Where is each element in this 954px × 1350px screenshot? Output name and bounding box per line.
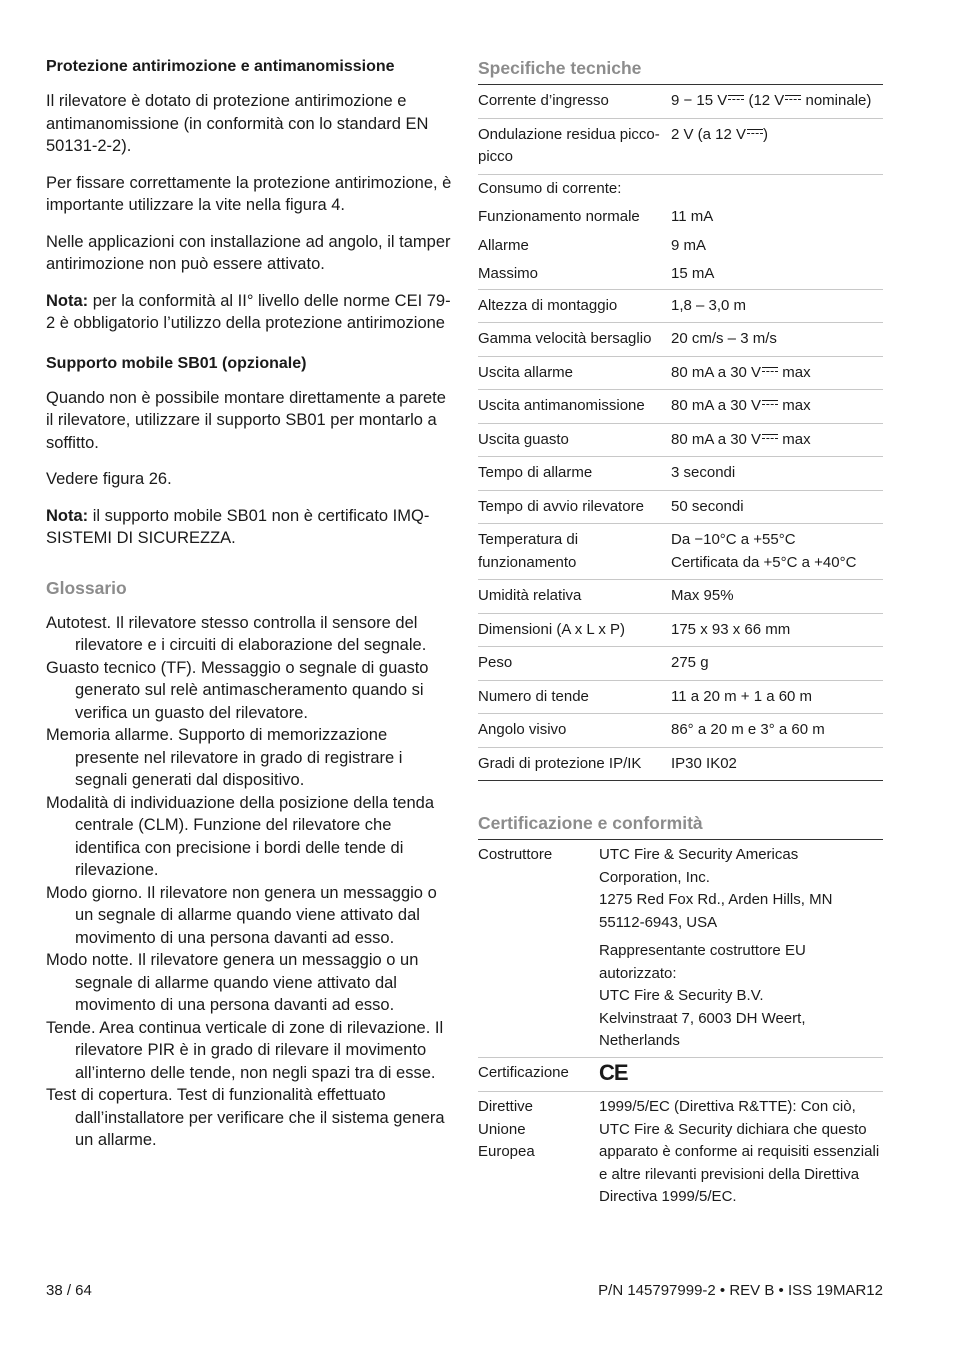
table-row	[478, 840, 883, 1058]
dc-symbol-icon	[747, 129, 763, 138]
protection-paragraph-2: Per fissare correttamente la protezione antirimozione, è importante utilizzare la vite nella figura 4.	[46, 173, 452, 214]
right-column	[478, 56, 883, 1213]
spec-value: Da −10°C a +55°C Certificata da +5°C a +40°C	[671, 524, 883, 580]
table-row	[478, 457, 883, 491]
dc-symbol-icon	[762, 434, 778, 443]
table-row	[478, 580, 883, 614]
spec-value: 11 a 20 m + 1 a 60 m	[671, 680, 883, 714]
spec-value: 9 mA	[671, 236, 707, 254]
glossary-item: Tende. Area continua verticale di zone di rilevazione. Il rilevatore PIR è in grado di rilevare il movimento all’interno delle tende, non negli spazi tra di esse.	[46, 1018, 444, 1082]
ce-mark-icon: CE	[599, 1059, 628, 1085]
spec-value: Max 95%	[671, 580, 883, 614]
spec-label: Tempo di avvio rilevatore	[478, 490, 671, 524]
dc-symbol-icon	[728, 95, 744, 104]
spec-label: Corrente d’ingresso	[478, 85, 671, 119]
spec-label: Dimensioni (A x L x P)	[478, 613, 671, 647]
note-label: Nota:	[46, 506, 89, 525]
spec-label: Gradi di protezione IP/IK	[478, 747, 671, 781]
dc-symbol-icon	[762, 367, 778, 376]
table-row	[478, 423, 883, 457]
cert-heading: Certificazione e conformità	[478, 813, 703, 833]
cert-value	[599, 1057, 883, 1092]
spec-value: 275 g	[671, 647, 883, 681]
table-row	[478, 232, 883, 261]
spec-label: Uscita guasto	[478, 423, 671, 457]
note-text: il supporto mobile SB01 non è certificato IMQ-SISTEMI DI SICUREZZA.	[46, 506, 430, 547]
spec-label: Uscita allarme	[478, 356, 671, 390]
spec-label: Gamma velocità bersaglio	[478, 323, 671, 357]
spec-label: Consumo di corrente:	[478, 179, 622, 197]
document-id: P/N 145797999-2 • REV B • ISS 19MAR12	[598, 1282, 883, 1299]
table-row	[478, 613, 883, 647]
spec-label: Massimo	[478, 260, 671, 289]
table-row	[478, 747, 883, 781]
cert-value	[599, 840, 883, 1058]
spec-value: 86° a 20 m e 3° a 60 m	[671, 714, 883, 748]
table-row	[478, 524, 883, 580]
spec-value: 1,8 – 3,0 m	[671, 289, 883, 323]
dc-symbol-icon	[785, 95, 801, 104]
glossary-item: Autotest. Il rilevatore stesso controlla il sensore del rilevatore e i circuiti di elaborazione del segnale.	[46, 613, 427, 654]
eu-representative: Rappresentante costruttore EU autorizzato: UTC Fire & Security B.V. Kelvinstraat 7, 6003 DH Weert, Netherlands	[599, 942, 806, 1049]
protection-paragraph-3: Nelle applicazioni con installazione ad angolo, il tamper antirimozione non può essere attivato.	[46, 232, 451, 273]
spec-value: 9 − 15 V (12 V nominale)	[671, 85, 883, 119]
spec-label: Peso	[478, 647, 671, 681]
spec-label: Temperatura di funzionamento	[478, 524, 671, 580]
spec-label: Umidità relativa	[478, 580, 671, 614]
table-row	[478, 174, 883, 203]
table-row	[478, 490, 883, 524]
spec-label: Ondulazione residua picco-picco	[478, 118, 671, 174]
spec-label: Allarme	[478, 236, 529, 254]
table-row	[478, 356, 883, 390]
spec-label: Altezza di montaggio	[478, 289, 671, 323]
protection-note	[46, 290, 452, 335]
dc-symbol-icon	[762, 400, 778, 409]
specs-heading: Specifiche tecniche	[478, 58, 642, 78]
glossary-item: Test di copertura. Test di funzionalità effettuato dall’installatore per verificare che il sistema genera un allarme.	[46, 1086, 445, 1149]
glossary-item: Modo giorno. Il rilevatore non genera un messaggio o un segnale di allarme quando viene attivato dal movimento di una persona davanti ad esso.	[46, 883, 437, 947]
table-row	[478, 1057, 883, 1092]
spec-value: 15 mA	[671, 260, 883, 289]
bracket-note	[46, 505, 452, 550]
note-text: per la conformità al II° livello delle norme CEI 79-2 è obbligatorio l’utilizzo della protezione antirimozione	[46, 291, 451, 332]
spec-label: Numero di tende	[478, 680, 671, 714]
spec-value: 2 V (a 12 V )	[671, 118, 883, 174]
spec-label: Funzionamento normale	[478, 208, 640, 225]
glossary-list	[46, 612, 452, 1152]
table-row	[478, 118, 883, 174]
bracket-paragraph-1: Quando non è possibile montare direttamente a parete il rilevatore, utilizzare il supporto SB01 per montarlo a soffitto.	[46, 388, 446, 452]
spec-label: Uscita antimanomissione	[478, 390, 671, 424]
protection-paragraph-1: Il rilevatore è dotato di protezione antirimozione e antimanomissione (in conformità con lo standard EN 50131-2-2).	[46, 92, 429, 155]
table-row	[478, 85, 883, 119]
spec-value: 80 mA a 30 V max	[671, 423, 883, 457]
table-row	[478, 1092, 883, 1213]
spec-value: 20 cm/s – 3 m/s	[671, 323, 883, 357]
table-row	[478, 323, 883, 357]
specs-table	[478, 84, 883, 781]
cert-label: Costruttore	[478, 840, 599, 1058]
table-row	[478, 390, 883, 424]
table-row	[478, 647, 883, 681]
manufacturer-address: UTC Fire & Security Americas Corporation, Inc. 1275 Red Fox Rd., Arden Hills, MN 55112-6943, USA	[599, 846, 833, 931]
bracket-heading: Supporto mobile SB01 (opzionale)	[46, 354, 307, 372]
glossary-item: Modalità di individuazione della posizione della tenda centrale (CLM). Funzione del rilevatore che identifica con precisione i bordi delle tende di rilevazione.	[46, 793, 435, 879]
spec-label: Angolo visivo	[478, 714, 671, 748]
cert-table	[478, 839, 883, 1213]
spec-value: 80 mA a 30 V max	[671, 356, 883, 390]
glossary-item: Modo notte. Il rilevatore genera un messaggio o un segnale di allarme quando viene attivato dal movimento di una persona davanti ad esso.	[46, 951, 419, 1014]
glossary-item: Memoria allarme. Supporto di memorizzazione presente nel rilevatore in grado di registrare i segnali generati dal dispositivo.	[46, 726, 403, 789]
spec-value: 50 secondi	[671, 490, 883, 524]
spec-value: IP30 IK02	[671, 747, 883, 781]
table-row	[478, 203, 883, 232]
spec-value: 80 mA a 30 V max	[671, 390, 883, 424]
note-label: Nota:	[46, 291, 89, 310]
page-number: 38 / 64	[46, 1282, 92, 1299]
spec-value: 175 x 93 x 66 mm	[671, 613, 883, 647]
protection-heading: Protezione antirimozione e antimanomissione	[46, 58, 395, 75]
spec-value: 3 secondi	[671, 457, 883, 491]
table-row	[478, 289, 883, 323]
table-row	[478, 260, 883, 289]
cert-label: Certificazione	[478, 1057, 599, 1092]
bracket-paragraph-2: Vedere figura 26.	[46, 470, 172, 488]
left-column	[46, 56, 452, 1152]
glossary-item: Guasto tecnico (TF). Messaggio o segnale di guasto generato sul relè antimascheramento quando si verifica un guasto del rilevatore.	[46, 658, 429, 722]
table-row	[478, 680, 883, 714]
cert-value: 1999/5/EC (Direttiva R&TTE): Con ciò, UTC Fire & Security dichiara che questo apparato è conforme ai requisiti essenziali e altre rilevanti previsioni della Direttiva Directiva 1999/5/EC.	[599, 1098, 880, 1205]
cert-label: Direttive Unione Europea	[478, 1098, 535, 1160]
spec-label: Tempo di allarme	[478, 457, 671, 491]
spec-value: 11 mA	[671, 208, 714, 225]
glossary-heading: Glossario	[46, 577, 127, 598]
table-row	[478, 714, 883, 748]
